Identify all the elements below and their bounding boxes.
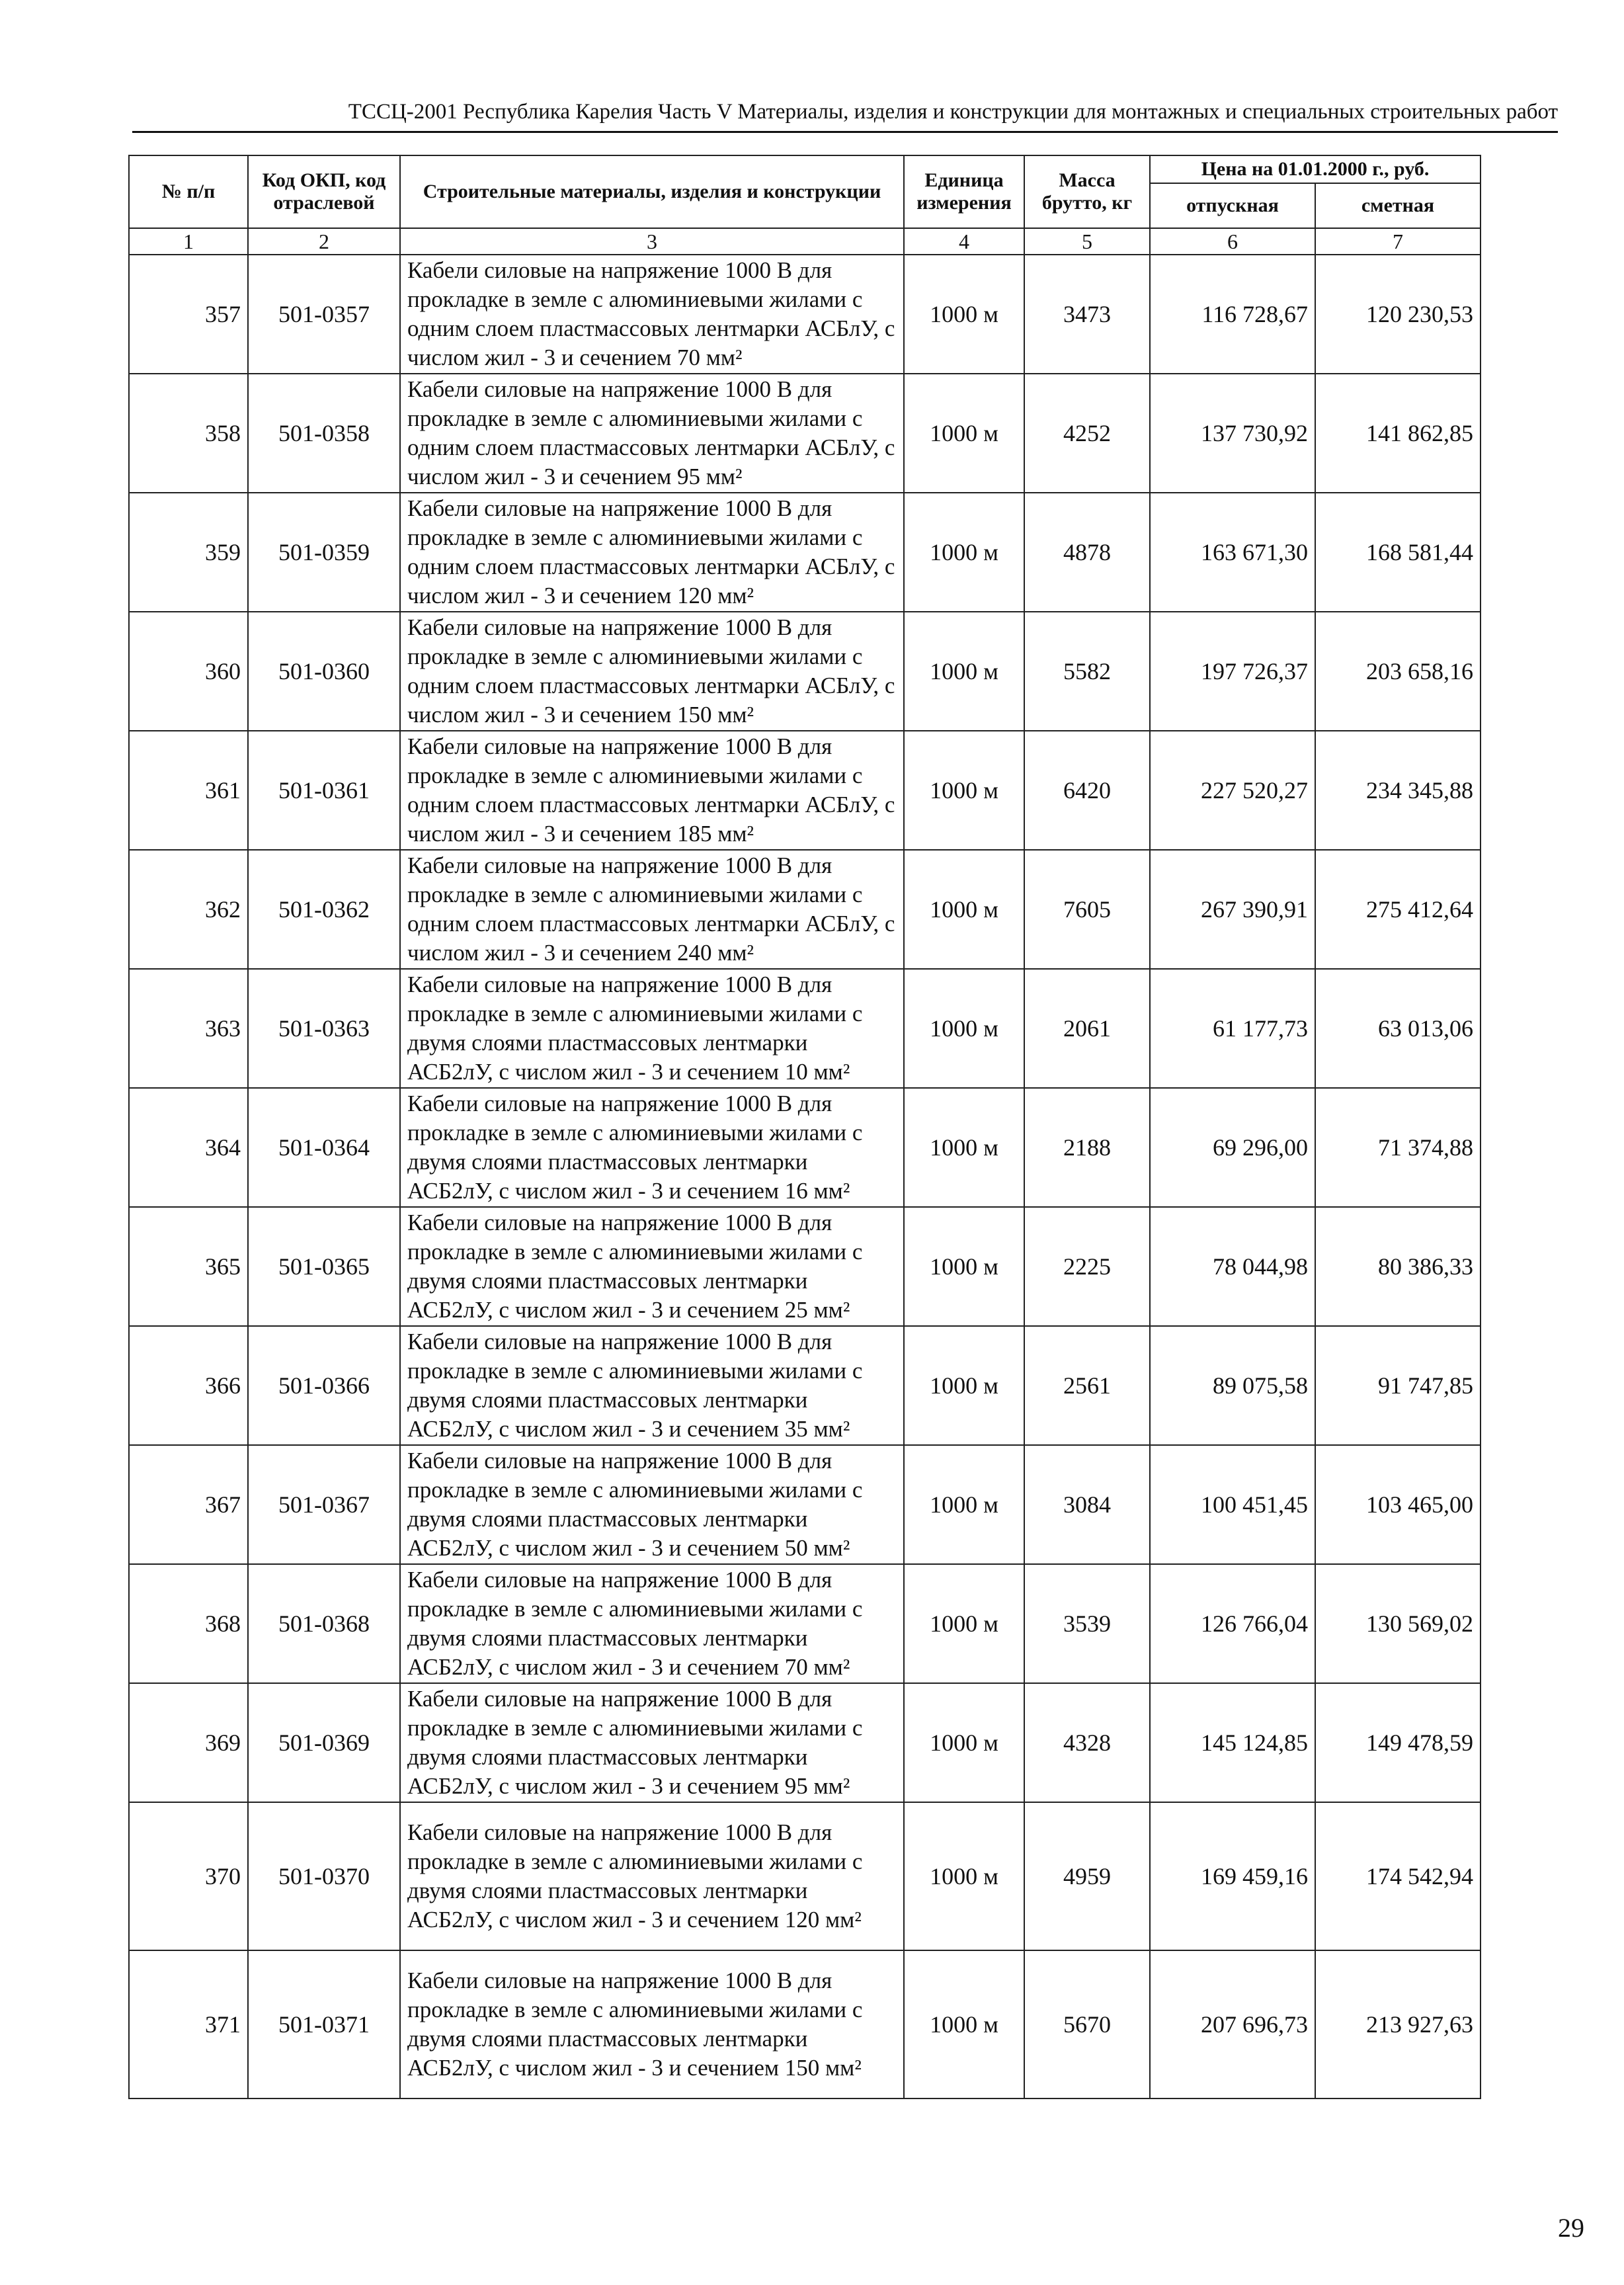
row-description: Кабели силовые на напряжение 1000 В для прокладке в земле с алюминиевыми жилами с одним слоем пластмассовых лентмарки АСБлУ, с числом жил - 3 и сечением 70 мм² <box>400 255 904 374</box>
page-header: ТССЦ-2001 Республика Карелия Часть V Материалы, изделия и конструкции для монтажных и специальных строительных работ <box>132 93 1558 133</box>
row-unit: 1000 м <box>904 255 1024 374</box>
row-unit: 1000 м <box>904 969 1024 1088</box>
row-mass: 4959 <box>1024 1802 1150 1950</box>
col-header-mass: Масса брутто, кг <box>1024 155 1150 228</box>
row-price-release: 89 075,58 <box>1150 1326 1315 1445</box>
row-price-release: 227 520,27 <box>1150 731 1315 850</box>
row-price-estimate: 103 465,00 <box>1315 1445 1481 1564</box>
row-unit: 1000 м <box>904 731 1024 850</box>
table-body <box>129 255 1481 2098</box>
row-code: 501-0362 <box>248 850 400 969</box>
row-price-estimate: 130 569,02 <box>1315 1564 1481 1683</box>
row-price-release: 126 766,04 <box>1150 1564 1315 1683</box>
row-number: 371 <box>129 1950 248 2098</box>
row-number: 370 <box>129 1802 248 1950</box>
row-unit: 1000 м <box>904 1802 1024 1950</box>
row-mass: 4328 <box>1024 1683 1150 1802</box>
row-price-estimate: 141 862,85 <box>1315 374 1481 493</box>
row-description: Кабели силовые на напряжение 1000 В для прокладке в земле с алюминиевыми жилами с одним слоем пластмассовых лентмарки АСБлУ, с числом жил - 3 и сечением 240 мм² <box>400 850 904 969</box>
row-price-estimate: 149 478,59 <box>1315 1683 1481 1802</box>
row-description: Кабели силовые на напряжение 1000 В для прокладке в земле с алюминиевыми жилами с двумя слоями пластмассовых лентмарки АСБ2лУ, с числом жил - 3 и сечением 16 мм² <box>400 1088 904 1207</box>
column-number: 7 <box>1315 228 1481 255</box>
row-description: Кабели силовые на напряжение 1000 В для прокладке в земле с алюминиевыми жилами с одним слоем пластмассовых лентмарки АСБлУ, с числом жил - 3 и сечением 150 мм² <box>400 612 904 731</box>
row-price-release: 169 459,16 <box>1150 1802 1315 1950</box>
row-price-estimate: 168 581,44 <box>1315 493 1481 612</box>
row-number: 361 <box>129 731 248 850</box>
row-mass: 7605 <box>1024 850 1150 969</box>
table-row <box>129 1802 1481 1950</box>
column-number: 6 <box>1150 228 1315 255</box>
row-mass: 3473 <box>1024 255 1150 374</box>
row-price-release: 78 044,98 <box>1150 1207 1315 1326</box>
row-price-estimate: 91 747,85 <box>1315 1326 1481 1445</box>
row-price-estimate: 63 013,06 <box>1315 969 1481 1088</box>
row-code: 501-0357 <box>248 255 400 374</box>
row-description: Кабели силовые на напряжение 1000 В для прокладке в земле с алюминиевыми жилами с одним слоем пластмассовых лентмарки АСБлУ, с числом жил - 3 и сечением 95 мм² <box>400 374 904 493</box>
row-description: Кабели силовые на напряжение 1000 В для прокладке в земле с алюминиевыми жилами с двумя слоями пластмассовых лентмарки АСБ2лУ, с числом жил - 3 и сечением 50 мм² <box>400 1445 904 1564</box>
row-code: 501-0366 <box>248 1326 400 1445</box>
col-header-price-release: отпускная <box>1150 183 1315 228</box>
table-row <box>129 1564 1481 1683</box>
row-price-estimate: 213 927,63 <box>1315 1950 1481 2098</box>
row-mass: 3539 <box>1024 1564 1150 1683</box>
row-price-release: 100 451,45 <box>1150 1445 1315 1564</box>
row-code: 501-0370 <box>248 1802 400 1950</box>
row-mass: 5670 <box>1024 1950 1150 2098</box>
column-number: 1 <box>129 228 248 255</box>
row-unit: 1000 м <box>904 1564 1024 1683</box>
table-row <box>129 374 1481 493</box>
row-code: 501-0358 <box>248 374 400 493</box>
row-description: Кабели силовые на напряжение 1000 В для прокладке в земле с алюминиевыми жилами с двумя слоями пластмассовых лентмарки АСБ2лУ, с числом жил - 3 и сечением 35 мм² <box>400 1326 904 1445</box>
row-unit: 1000 м <box>904 493 1024 612</box>
row-unit: 1000 м <box>904 612 1024 731</box>
row-price-estimate: 120 230,53 <box>1315 255 1481 374</box>
row-unit: 1000 м <box>904 1950 1024 2098</box>
row-mass: 4252 <box>1024 374 1150 493</box>
col-header-unit: Единица измерения <box>904 155 1024 228</box>
row-description: Кабели силовые на напряжение 1000 В для прокладке в земле с алюминиевыми жилами с одним слоем пластмассовых лентмарки АСБлУ, с числом жил - 3 и сечением 185 мм² <box>400 731 904 850</box>
col-header-price-group: Цена на 01.01.2000 г., руб. <box>1150 155 1481 183</box>
row-price-release: 197 726,37 <box>1150 612 1315 731</box>
row-mass: 5582 <box>1024 612 1150 731</box>
row-description: Кабели силовые на напряжение 1000 В для прокладке в земле с алюминиевыми жилами с двумя слоями пластмассовых лентмарки АСБ2лУ, с числом жил - 3 и сечением 25 мм² <box>400 1207 904 1326</box>
row-number: 363 <box>129 969 248 1088</box>
row-price-estimate: 71 374,88 <box>1315 1088 1481 1207</box>
row-unit: 1000 м <box>904 1326 1024 1445</box>
column-number: 4 <box>904 228 1024 255</box>
row-price-estimate: 80 386,33 <box>1315 1207 1481 1326</box>
table-row <box>129 731 1481 850</box>
row-code: 501-0360 <box>248 612 400 731</box>
row-mass: 2561 <box>1024 1326 1150 1445</box>
row-unit: 1000 м <box>904 850 1024 969</box>
row-mass: 6420 <box>1024 731 1150 850</box>
table-row <box>129 850 1481 969</box>
row-description: Кабели силовые на напряжение 1000 В для прокладке в земле с алюминиевыми жилами с двумя слоями пластмассовых лентмарки АСБ2лУ, с числом жил - 3 и сечением 95 мм² <box>400 1683 904 1802</box>
row-number: 365 <box>129 1207 248 1326</box>
row-price-release: 116 728,67 <box>1150 255 1315 374</box>
row-price-release: 267 390,91 <box>1150 850 1315 969</box>
row-description: Кабели силовые на напряжение 1000 В для прокладке в земле с алюминиевыми жилами с двумя слоями пластмассовых лентмарки АСБ2лУ, с числом жил - 3 и сечением 10 мм² <box>400 969 904 1088</box>
row-number: 360 <box>129 612 248 731</box>
page-number: 29 <box>1558 2213 1584 2243</box>
table-row <box>129 255 1481 374</box>
row-number: 357 <box>129 255 248 374</box>
row-number: 368 <box>129 1564 248 1683</box>
table-row <box>129 1445 1481 1564</box>
row-price-estimate: 275 412,64 <box>1315 850 1481 969</box>
row-mass: 2188 <box>1024 1088 1150 1207</box>
row-unit: 1000 м <box>904 1207 1024 1326</box>
column-number-row <box>129 228 1481 255</box>
row-code: 501-0364 <box>248 1088 400 1207</box>
row-number: 367 <box>129 1445 248 1564</box>
row-code: 501-0363 <box>248 969 400 1088</box>
row-number: 358 <box>129 374 248 493</box>
row-code: 501-0361 <box>248 731 400 850</box>
table-row <box>129 1326 1481 1445</box>
table-row <box>129 1950 1481 2098</box>
row-code: 501-0359 <box>248 493 400 612</box>
col-header-price-estimate: сметная <box>1315 183 1481 228</box>
row-description: Кабели силовые на напряжение 1000 В для прокладке в земле с алюминиевыми жилами с одним слоем пластмассовых лентмарки АСБлУ, с числом жил - 3 и сечением 120 мм² <box>400 493 904 612</box>
row-unit: 1000 м <box>904 1088 1024 1207</box>
row-description: Кабели силовые на напряжение 1000 В для прокладке в земле с алюминиевыми жилами с двумя слоями пластмассовых лентмарки АСБ2лУ, с числом жил - 3 и сечением 150 мм² <box>400 1950 904 2098</box>
column-number: 5 <box>1024 228 1150 255</box>
row-code: 501-0371 <box>248 1950 400 2098</box>
table-header-row <box>129 155 1481 183</box>
table-row <box>129 1088 1481 1207</box>
row-price-release: 207 696,73 <box>1150 1950 1315 2098</box>
table-row <box>129 969 1481 1088</box>
row-price-estimate: 174 542,94 <box>1315 1802 1481 1950</box>
table-row <box>129 612 1481 731</box>
row-number: 362 <box>129 850 248 969</box>
row-unit: 1000 м <box>904 1445 1024 1564</box>
row-unit: 1000 м <box>904 1683 1024 1802</box>
col-header-name: Строительные материалы, изделия и конструкции <box>400 155 904 228</box>
column-number: 3 <box>400 228 904 255</box>
row-description: Кабели силовые на напряжение 1000 В для прокладке в земле с алюминиевыми жилами с двумя слоями пластмассовых лентмарки АСБ2лУ, с числом жил - 3 и сечением 120 мм² <box>400 1802 904 1950</box>
row-mass: 2061 <box>1024 969 1150 1088</box>
row-mass: 3084 <box>1024 1445 1150 1564</box>
table-row <box>129 493 1481 612</box>
row-price-estimate: 203 658,16 <box>1315 612 1481 731</box>
row-price-release: 145 124,85 <box>1150 1683 1315 1802</box>
row-mass: 2225 <box>1024 1207 1150 1326</box>
row-number: 366 <box>129 1326 248 1445</box>
row-price-estimate: 234 345,88 <box>1315 731 1481 850</box>
col-header-code: Код ОКП, код отраслевой <box>248 155 400 228</box>
row-description: Кабели силовые на напряжение 1000 В для прокладке в земле с алюминиевыми жилами с двумя слоями пластмассовых лентмарки АСБ2лУ, с числом жил - 3 и сечением 70 мм² <box>400 1564 904 1683</box>
row-code: 501-0369 <box>248 1683 400 1802</box>
column-number: 2 <box>248 228 400 255</box>
row-code: 501-0368 <box>248 1564 400 1683</box>
price-table <box>128 155 1481 2099</box>
row-number: 364 <box>129 1088 248 1207</box>
col-header-num: № п/п <box>129 155 248 228</box>
row-mass: 4878 <box>1024 493 1150 612</box>
row-price-release: 61 177,73 <box>1150 969 1315 1088</box>
table-row <box>129 1207 1481 1326</box>
row-unit: 1000 м <box>904 374 1024 493</box>
row-price-release: 137 730,92 <box>1150 374 1315 493</box>
row-number: 359 <box>129 493 248 612</box>
row-price-release: 163 671,30 <box>1150 493 1315 612</box>
row-code: 501-0367 <box>248 1445 400 1564</box>
row-price-release: 69 296,00 <box>1150 1088 1315 1207</box>
row-code: 501-0365 <box>248 1207 400 1326</box>
row-number: 369 <box>129 1683 248 1802</box>
table-row <box>129 1683 1481 1802</box>
